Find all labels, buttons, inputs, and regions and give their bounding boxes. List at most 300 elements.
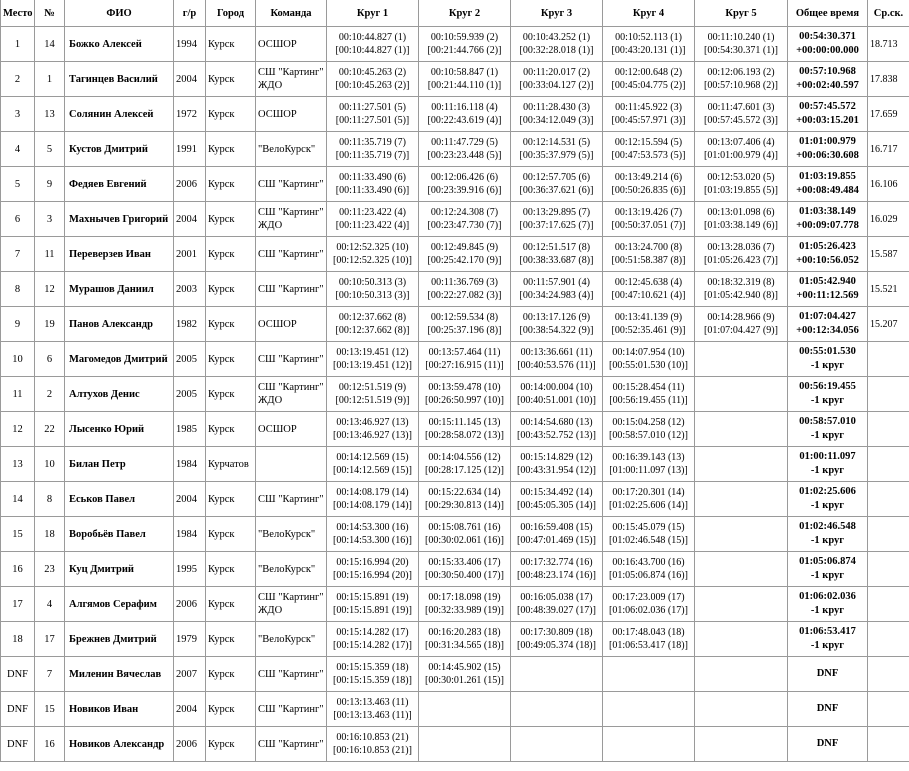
cumulative-time: [01:02:46.548 (15)]	[609, 535, 688, 546]
year-cell: 1984	[174, 447, 206, 482]
city-cell: Курск	[206, 272, 256, 307]
lap-5-cell	[695, 447, 788, 482]
lap-5-cell	[695, 272, 788, 307]
team-cell: СШ "Картинг"	[256, 657, 327, 692]
lap-time: 00:14:28.966 (9)	[707, 312, 775, 323]
lap-3-cell	[511, 447, 603, 482]
lap-time: 00:11:33.490 (6)	[339, 172, 406, 183]
team-cell: СШ "Картинг" ЖДО	[256, 62, 327, 97]
lap-2-cell	[419, 377, 511, 412]
lap-time: 00:17:23.009 (17)	[612, 592, 685, 603]
lap-3-cell	[511, 587, 603, 622]
total-time: 01:00:11.097	[799, 451, 856, 462]
lap-time: 00:10:52.113 (1)	[615, 32, 682, 43]
lap-3-cell	[511, 482, 603, 517]
lap-time: 00:14:07.954 (10)	[612, 347, 685, 358]
total-time: 00:56:19.455	[799, 381, 856, 392]
total-time-cell	[788, 482, 868, 517]
lap-time: 00:11:10.240 (1)	[707, 32, 775, 43]
cumulative-time: [00:10:44.827 (1)]	[335, 45, 410, 56]
lap-1-cell	[327, 727, 419, 762]
name-cell: Мурашов Даниил	[65, 272, 174, 307]
place-cell: 8	[1, 272, 35, 307]
lap-2-cell	[419, 237, 511, 272]
number-cell: 13	[35, 97, 65, 132]
city-cell: Курск	[206, 552, 256, 587]
place-cell: DNF	[1, 727, 35, 762]
team-cell: "ВелоКурск"	[256, 517, 327, 552]
total-time: 01:07:04.427	[799, 311, 856, 322]
number-cell: 6	[35, 342, 65, 377]
lap-5-cell	[695, 97, 788, 132]
total-time: 01:03:38.149	[799, 206, 856, 217]
lap-time: 00:12:06.426 (6)	[430, 172, 499, 183]
lap-2-cell	[419, 202, 511, 237]
team-cell: СШ "Картинг" ЖДО	[256, 587, 327, 622]
cumulative-time: [00:34:12.049 (3)]	[519, 115, 594, 126]
lap-3-cell	[511, 62, 603, 97]
lap-3-cell	[511, 342, 603, 377]
year-cell: 2006	[174, 167, 206, 202]
total-time-cell	[788, 272, 868, 307]
lap-1-cell	[327, 622, 419, 657]
name-cell: Федяев Евгений	[65, 167, 174, 202]
lap-2-cell	[419, 97, 511, 132]
cumulative-time: [00:23:47.730 (7)]	[427, 220, 502, 231]
cumulative-time: [00:47:53.573 (5)]	[611, 150, 686, 161]
lap-time: 00:13:01.098 (6)	[707, 207, 775, 218]
city-cell: Курск	[206, 517, 256, 552]
table-row	[1, 342, 909, 377]
year-cell: 2006	[174, 727, 206, 762]
lap-5-cell	[695, 237, 788, 272]
time-gap: -1 круг	[810, 640, 845, 651]
lap-time: 00:12:51.517 (8)	[522, 242, 591, 253]
name-cell: Панов Александр	[65, 307, 174, 342]
col-lap-4: Круг 4	[603, 0, 695, 27]
lap-1-cell	[327, 412, 419, 447]
team-cell: ОСШОР	[256, 97, 327, 132]
cumulative-time: [00:30:50.400 (17)]	[425, 570, 504, 581]
lap-time: 00:12:59.534 (8)	[430, 312, 499, 323]
cumulative-time: [00:13:13.463 (11)]	[333, 710, 412, 721]
time-gap: +00:10:56.052	[796, 255, 859, 266]
lap-3-cell	[511, 272, 603, 307]
lap-2-cell	[419, 342, 511, 377]
lap-time: 00:12:49.845 (9)	[430, 242, 499, 253]
total-time: 00:57:10.968	[799, 66, 856, 77]
name-cell: Божко Алексей	[65, 27, 174, 62]
cumulative-time: [00:10:50.313 (3)]	[335, 290, 410, 301]
name-cell: Билан Петр	[65, 447, 174, 482]
lap-time: 00:12:14.531 (5)	[522, 137, 591, 148]
total-time-cell	[788, 97, 868, 132]
cumulative-time: [01:03:38.149 (6)]	[704, 220, 778, 231]
lap-2-cell	[419, 132, 511, 167]
table-row	[1, 272, 909, 307]
cumulative-time: [00:21:44.766 (2)]	[427, 45, 502, 56]
team-cell: СШ "Картинг" ЖДО	[256, 202, 327, 237]
lap-3-cell	[511, 412, 603, 447]
team-cell: СШ "Картинг"	[256, 167, 327, 202]
lap-4-cell	[603, 412, 695, 447]
lap-time: 00:10:43.252 (1)	[522, 32, 591, 43]
number-cell: 22	[35, 412, 65, 447]
place-cell: 1	[1, 27, 35, 62]
cumulative-time: [01:05:06.874 (16)]	[609, 570, 688, 581]
avg-speed-cell	[868, 622, 909, 657]
cumulative-time: [01:05:42.940 (8)]	[704, 290, 778, 301]
cumulative-time: [00:50:26.835 (6)]	[611, 185, 686, 196]
place-cell: 9	[1, 307, 35, 342]
lap-2-cell	[419, 657, 511, 692]
avg-speed-cell: 17.659	[868, 97, 909, 132]
lap-time: 00:17:20.301 (14)	[612, 487, 685, 498]
total-time-cell	[788, 552, 868, 587]
lap-time: 00:12:51.519 (9)	[338, 382, 407, 393]
table-row	[1, 62, 909, 97]
time-gap: +00:12:34.056	[796, 325, 859, 336]
place-cell: 10	[1, 342, 35, 377]
lap-5-cell	[695, 587, 788, 622]
year-cell: 2004	[174, 62, 206, 97]
lap-4-cell	[603, 587, 695, 622]
lap-time: 00:17:32.774 (16)	[520, 557, 593, 568]
time-gap: -1 круг	[810, 395, 845, 406]
col-team: Команда	[256, 0, 327, 27]
lap-time: 00:10:59.939 (2)	[430, 32, 499, 43]
lap-4-cell	[603, 552, 695, 587]
time-gap: +00:11:12.569	[796, 290, 859, 301]
team-cell: СШ "Картинг"	[256, 692, 327, 727]
total-time: 01:06:02.036	[799, 591, 856, 602]
lap-1-cell	[327, 377, 419, 412]
number-cell: 4	[35, 587, 65, 622]
table-row	[1, 482, 909, 517]
lap-2-cell	[419, 272, 511, 307]
total-time-cell	[788, 307, 868, 342]
lap-1-cell	[327, 202, 419, 237]
lap-3-cell	[511, 517, 603, 552]
total-time-cell	[788, 622, 868, 657]
avg-speed-cell: 17.838	[868, 62, 909, 97]
lap-1-cell	[327, 62, 419, 97]
table-row	[1, 657, 909, 692]
year-cell: 2003	[174, 272, 206, 307]
lap-3-cell	[511, 622, 603, 657]
city-cell: Курск	[206, 342, 256, 377]
team-cell: "ВелоКурск"	[256, 132, 327, 167]
lap-4-cell	[603, 727, 695, 762]
avg-speed-cell	[868, 587, 909, 622]
lap-5-cell	[695, 27, 788, 62]
place-cell: 7	[1, 237, 35, 272]
number-cell: 11	[35, 237, 65, 272]
cumulative-time: [00:36:37.621 (6)]	[519, 185, 594, 196]
avg-speed-cell	[868, 377, 909, 412]
table-row	[1, 517, 909, 552]
time-gap: +00:08:49.484	[796, 185, 859, 196]
number-cell: 7	[35, 657, 65, 692]
lap-time: 00:13:17.126 (9)	[522, 312, 591, 323]
number-cell: 14	[35, 27, 65, 62]
avg-speed-cell	[868, 482, 909, 517]
lap-time: 00:17:48.043 (18)	[612, 627, 685, 638]
place-cell: 11	[1, 377, 35, 412]
col-year: г/р	[174, 0, 206, 27]
city-cell: Курск	[206, 97, 256, 132]
name-cell: Солянин Алексей	[65, 97, 174, 132]
lap-2-cell	[419, 622, 511, 657]
cumulative-time: [00:15:16.994 (20)]	[333, 570, 412, 581]
total-time-cell	[788, 167, 868, 202]
total-time-cell	[788, 587, 868, 622]
lap-3-cell	[511, 657, 603, 692]
table-row	[1, 167, 909, 202]
city-cell: Курск	[206, 202, 256, 237]
place-cell: DNF	[1, 692, 35, 727]
table-row	[1, 552, 909, 587]
lap-5-cell	[695, 552, 788, 587]
avg-speed-cell	[868, 692, 909, 727]
avg-speed-cell	[868, 517, 909, 552]
lap-time: 00:14:53.300 (16)	[336, 522, 409, 533]
lap-time: 00:11:35.719 (7)	[339, 137, 406, 148]
cumulative-time: [00:35:37.979 (5)]	[519, 150, 594, 161]
lap-time: 00:12:24.308 (7)	[430, 207, 499, 218]
lap-2-cell	[419, 62, 511, 97]
lap-time: 00:10:44.827 (1)	[338, 32, 407, 43]
lap-2-cell	[419, 307, 511, 342]
total-time-cell	[788, 202, 868, 237]
lap-time: 00:13:24.700 (8)	[614, 242, 683, 253]
name-cell: Алгямов Серафим	[65, 587, 174, 622]
col-lap-3: Круг 3	[511, 0, 603, 27]
total-time: 00:57:45.572	[799, 101, 856, 112]
cumulative-time: [00:12:37.662 (8)]	[335, 325, 410, 336]
lap-time: 00:16:43.700 (16)	[612, 557, 685, 568]
avg-speed-cell: 15.521	[868, 272, 909, 307]
cumulative-time: [00:57:10.968 (2)]	[704, 80, 778, 91]
lap-1-cell	[327, 692, 419, 727]
avg-speed-cell: 16.106	[868, 167, 909, 202]
col-name: ФИО	[65, 0, 174, 27]
lap-5-cell	[695, 167, 788, 202]
cumulative-time: [00:43:20.131 (1)]	[611, 45, 686, 56]
avg-speed-cell	[868, 447, 909, 482]
lap-5-cell	[695, 517, 788, 552]
cumulative-time: [00:15:14.282 (17)]	[333, 640, 412, 651]
lap-1-cell	[327, 517, 419, 552]
cumulative-time: [00:11:35.719 (7)]	[335, 150, 410, 161]
table-row	[1, 447, 909, 482]
cumulative-time: [01:05:26.423 (7)]	[704, 255, 778, 266]
col-lap-1: Круг 1	[327, 0, 419, 27]
lap-5-cell	[695, 377, 788, 412]
avg-speed-cell	[868, 552, 909, 587]
number-cell: 8	[35, 482, 65, 517]
team-cell: СШ "Картинг"	[256, 342, 327, 377]
name-cell: Новиков Александр	[65, 727, 174, 762]
year-cell: 2005	[174, 342, 206, 377]
lap-time: 00:11:57.901 (4)	[523, 277, 590, 288]
year-cell: 2005	[174, 377, 206, 412]
avg-speed-cell: 18.713	[868, 27, 909, 62]
lap-2-cell	[419, 692, 511, 727]
lap-time: 00:14:54.680 (13)	[520, 417, 593, 428]
year-cell: 1982	[174, 307, 206, 342]
table-row	[1, 622, 909, 657]
number-cell: 23	[35, 552, 65, 587]
lap-time: 00:12:00.648 (2)	[614, 67, 683, 78]
table-row	[1, 202, 909, 237]
table-row	[1, 692, 909, 727]
time-gap: +00:03:15.201	[796, 115, 859, 126]
city-cell: Курск	[206, 132, 256, 167]
cumulative-time: [00:10:45.263 (2)]	[335, 80, 410, 91]
lap-3-cell	[511, 377, 603, 412]
year-cell: 2004	[174, 202, 206, 237]
lap-time: 00:14:12.569 (15)	[336, 452, 409, 463]
lap-time: 00:16:59.408 (15)	[520, 522, 593, 533]
total-time-cell	[788, 447, 868, 482]
cumulative-time: [01:06:53.417 (18)]	[609, 640, 688, 651]
city-cell: Курск	[206, 307, 256, 342]
year-cell: 1994	[174, 27, 206, 62]
lap-time: 00:15:15.891 (19)	[336, 592, 409, 603]
cumulative-time: [00:33:04.127 (2)]	[519, 80, 594, 91]
total-time: DNF	[816, 738, 839, 749]
name-cell: Переверзев Иван	[65, 237, 174, 272]
table-row	[1, 237, 909, 272]
lap-time: 00:15:08.761 (16)	[428, 522, 501, 533]
number-cell: 15	[35, 692, 65, 727]
cumulative-time: [00:29:30.813 (14)]	[425, 500, 504, 511]
cumulative-time: [00:45:04.775 (2)]	[611, 80, 686, 91]
col-lap-2: Круг 2	[419, 0, 511, 27]
lap-4-cell	[603, 447, 695, 482]
name-cell: Лысенко Юрий	[65, 412, 174, 447]
number-cell: 10	[35, 447, 65, 482]
team-cell: СШ "Картинг"	[256, 727, 327, 762]
avg-speed-cell	[868, 727, 909, 762]
lap-time: 00:12:15.594 (5)	[614, 137, 683, 148]
cumulative-time: [00:48:39.027 (17)]	[517, 605, 596, 616]
name-cell: Магомедов Дмитрий	[65, 342, 174, 377]
cumulative-time: [01:06:02.036 (17)]	[609, 605, 688, 616]
year-cell: 2001	[174, 237, 206, 272]
cumulative-time: [00:25:42.170 (9)]	[427, 255, 502, 266]
lap-time: 00:15:04.258 (12)	[612, 417, 685, 428]
lap-3-cell	[511, 237, 603, 272]
cumulative-time: [00:14:53.300 (16)]	[333, 535, 412, 546]
total-time: 01:03:19.855	[799, 171, 856, 182]
lap-time: 00:11:27.501 (5)	[339, 102, 406, 113]
cumulative-time: [00:32:28.018 (1)]	[519, 45, 594, 56]
cumulative-time: [00:30:02.061 (16)]	[425, 535, 504, 546]
lap-3-cell	[511, 552, 603, 587]
lap-5-cell	[695, 727, 788, 762]
city-cell: Курск	[206, 657, 256, 692]
cumulative-time: [00:43:31.954 (12)]	[517, 465, 596, 476]
year-cell: 1972	[174, 97, 206, 132]
number-cell: 1	[35, 62, 65, 97]
lap-time: 00:11:28.430 (3)	[523, 102, 590, 113]
name-cell: Кустов Дмитрий	[65, 132, 174, 167]
time-gap: -1 круг	[810, 430, 845, 441]
lap-time: 00:14:00.004 (10)	[520, 382, 593, 393]
team-cell: ОСШОР	[256, 412, 327, 447]
place-cell: 13	[1, 447, 35, 482]
lap-time: 00:16:20.283 (18)	[428, 627, 501, 638]
lap-time: 00:15:28.454 (11)	[612, 382, 685, 393]
avg-speed-cell	[868, 412, 909, 447]
cumulative-time: [00:22:27.082 (3)]	[427, 290, 502, 301]
name-cell: Воробьёв Павел	[65, 517, 174, 552]
lap-time: 00:14:04.556 (12)	[428, 452, 501, 463]
lap-time: 00:15:15.359 (18)	[336, 662, 409, 673]
number-cell: 16	[35, 727, 65, 762]
place-cell: 5	[1, 167, 35, 202]
number-cell: 9	[35, 167, 65, 202]
cumulative-time: [00:11:23.422 (4)]	[335, 220, 410, 231]
cumulative-time: [00:57:45.572 (3)]	[704, 115, 778, 126]
total-time: 01:05:42.940	[799, 276, 856, 287]
city-cell: Курчатов	[206, 447, 256, 482]
lap-time: 00:13:57.464 (11)	[428, 347, 501, 358]
cumulative-time: [01:01:00.979 (4)]	[704, 150, 778, 161]
lap-4-cell	[603, 272, 695, 307]
lap-time: 00:14:45.902 (15)	[428, 662, 501, 673]
lap-4-cell	[603, 622, 695, 657]
number-cell: 3	[35, 202, 65, 237]
lap-time: 00:16:39.143 (13)	[612, 452, 685, 463]
lap-1-cell	[327, 167, 419, 202]
cumulative-time: [00:15:15.891 (19)]	[333, 605, 412, 616]
year-cell: 2004	[174, 482, 206, 517]
lap-4-cell	[603, 482, 695, 517]
time-gap: -1 круг	[810, 360, 845, 371]
lap-time: 00:13:13.463 (11)	[336, 697, 409, 708]
lap-time: 00:15:14.282 (17)	[336, 627, 409, 638]
place-cell: 12	[1, 412, 35, 447]
team-cell: ОСШОР	[256, 307, 327, 342]
total-time-cell	[788, 27, 868, 62]
cumulative-time: [00:11:27.501 (5)]	[335, 115, 410, 126]
lap-4-cell	[603, 657, 695, 692]
total-time-cell	[788, 62, 868, 97]
team-cell: СШ "Картинг" ЖДО	[256, 377, 327, 412]
lap-4-cell	[603, 202, 695, 237]
total-time: DNF	[816, 668, 839, 679]
lap-4-cell	[603, 237, 695, 272]
time-gap: -1 круг	[810, 465, 845, 476]
city-cell: Курск	[206, 727, 256, 762]
cumulative-time: [00:34:24.983 (4)]	[519, 290, 594, 301]
total-time: 01:05:26.423	[799, 241, 856, 252]
lap-time: 00:12:53.020 (5)	[707, 172, 775, 183]
year-cell: 2004	[174, 692, 206, 727]
lap-3-cell	[511, 727, 603, 762]
number-cell: 18	[35, 517, 65, 552]
lap-2-cell	[419, 412, 511, 447]
cumulative-time: [00:37:17.625 (7)]	[519, 220, 594, 231]
city-cell: Курск	[206, 587, 256, 622]
total-time-cell	[788, 237, 868, 272]
name-cell: Куц Дмитрий	[65, 552, 174, 587]
time-gap: +00:02:40.597	[796, 80, 859, 91]
table-row	[1, 132, 909, 167]
